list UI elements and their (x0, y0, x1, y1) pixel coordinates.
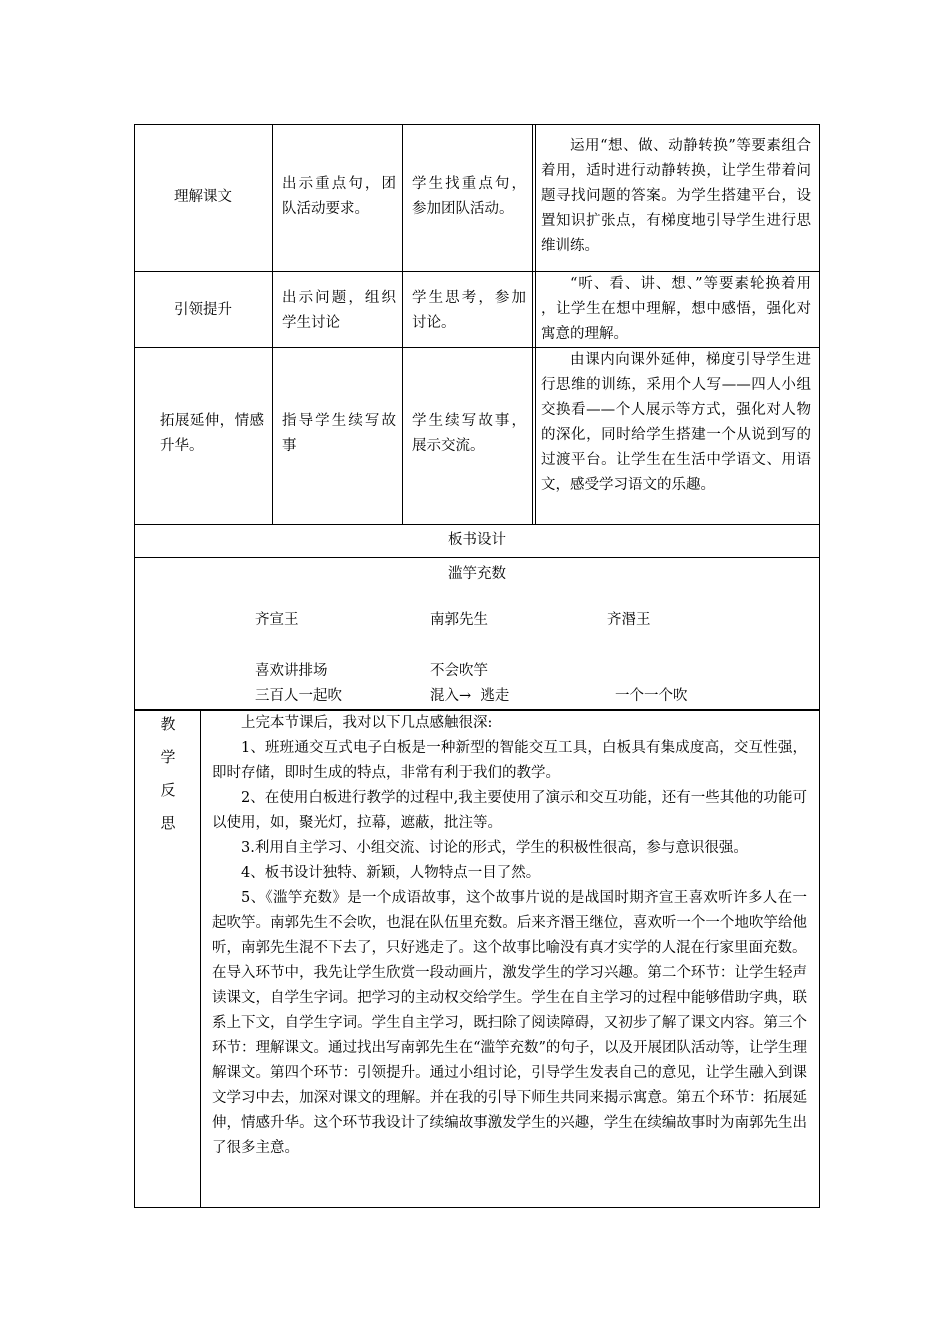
student-cell (412, 172, 526, 222)
reflection-paragraph: 5、《滥竽充数》是一个成语故事，这个故事片说的是战国时期齐宣王喜欢听许多人在一起吹竽。南郭先生不会吹，也混在队伍里充数。后来齐湣王继位，喜欢听一个一个地吹竽给他听，南郭先生混不下去了，只好逃走了。这个故事比喻没有真才实学的人混在行家里面充数。 (212, 890, 807, 956)
design-intent: 运用“想、做、动静转换”等要素组合着用，适时进行动静转换，让学生带着问题寻找问题的答案。为学生搭建平台，设置知识扩张点，有梯度地引导学生进行思维训练。 (541, 138, 811, 254)
student-activity: 学生找重点句，参加团队活动。 (412, 176, 526, 217)
stage-label: 引领提升 (174, 302, 232, 318)
student-cell (412, 409, 526, 459)
design-intent: “听、看、讲、想、”等要素轮换着用 ，让学生在想中理解，想中感悟，强化对寓意的理解。 (541, 276, 811, 342)
student-activity: 学生续写故事，展示交流。 (412, 413, 526, 454)
board-item: 三百人一起吹 (255, 688, 342, 704)
design-intent: 由课内向课外延伸，梯度引导学生进行思维的训练，采用个人写——四人小组交换看——个人展示等方式，强化对人物的深化，同时给学生搭建一个从说到写的过渡平台。让学生在生活中学语文、用语文，感受学习语文的乐趣。 (541, 352, 811, 493)
board-nanguo: 南郭先生 (430, 612, 488, 628)
teacher-cell (282, 172, 396, 222)
board-header (134, 528, 820, 553)
student-activity: 学生思考，参加讨论。 (412, 290, 526, 331)
stage-cell (136, 298, 270, 323)
stage-cell (160, 409, 264, 459)
reflection-label-char: 教 (160, 715, 176, 733)
board-item: 喜欢讲排场 (255, 663, 328, 679)
reflection-paragraph: 3.利用自主学习、小组交流、讨论的形式，学生的积极性很高，参与意识很强。 (241, 840, 748, 856)
student-cell (412, 286, 526, 336)
reflection-label-char: 反 (160, 781, 176, 799)
reflection-paragraph: 2、在使用白板进行教学的过程中,我主要使用了演示和交互功能，还有一些其他的功能可以使用，如，聚光灯，拉幕，遮蔽，批注等。 (212, 790, 807, 831)
board-header-text: 板书设计 (448, 532, 506, 548)
teacher-activity: 出示问题，组织学生讨论 (282, 290, 396, 331)
reflection-paragraph: 1、班班通交互式电子白板是一种新型的智能交互工具，白板具有集成度高，交互性强，即时存储，即时生成的特点，非常有利于我们的教学。 (212, 740, 807, 781)
board-king-qixuan: 齐宣王 (255, 612, 299, 628)
reflection-label-char: 学 (160, 748, 176, 766)
stage-label: 理解课文 (174, 189, 232, 205)
board-item: 一个一个吹 (615, 688, 688, 704)
stage-label: 拓展延伸，情感升华。 (160, 413, 264, 454)
board-item: 不会吹竽 (430, 663, 488, 679)
reflection-body (212, 711, 807, 1161)
intent-cell (541, 348, 811, 498)
teacher-cell (282, 409, 396, 459)
teacher-activity: 出示重点句，团队活动要求。 (282, 176, 396, 217)
board-item: 混入→ 逃走 (430, 688, 510, 704)
stage-cell (136, 185, 270, 210)
reflection-paragraph: 4、板书设计独特、新颖，人物特点一目了然。 (241, 865, 541, 881)
reflection-label-char: 思 (160, 814, 176, 832)
board-title-text: 滥竽充数 (448, 566, 506, 582)
reflection-summary: 在导入环节中，我先让学生欣赏一段动画片，激发学生的学习兴趣。第二个环节：让学生轻声读课文，自学生字词。把学习的主动权交给学生。学生在自主学习的过程中能够借助字典，联系上下文，自学生字词。学生自主学习，既扫除了阅读障碍，又初步了解了课文内容。第三个环节：理解课文。通过找出写南郭先生在“滥竽充数”的句子，以及开展团队活动等，让学生理解课文。第四个环节：引领提升。通过小组讨论，引导学生发表自己的意见，让学生融入到课文学习中去，加深对课文的理解。并在我的引导下师生共同来揭示寓意。第五个环节：拓展延伸，情感升华。这个环节我设计了续编故事激发学生的兴趣，学生在续编故事时为南郭先生出了很多主意。 (212, 965, 807, 1156)
intent-cell (541, 272, 811, 347)
teacher-activity: 指导学生续写故事 (282, 413, 396, 454)
reflection-paragraph: 上完本节课后，我对以下几点感触很深: (241, 715, 493, 731)
board-king-qimin: 齐湣王 (607, 612, 651, 628)
intent-cell (541, 134, 811, 259)
teacher-cell (282, 286, 396, 336)
board-title (134, 562, 820, 587)
